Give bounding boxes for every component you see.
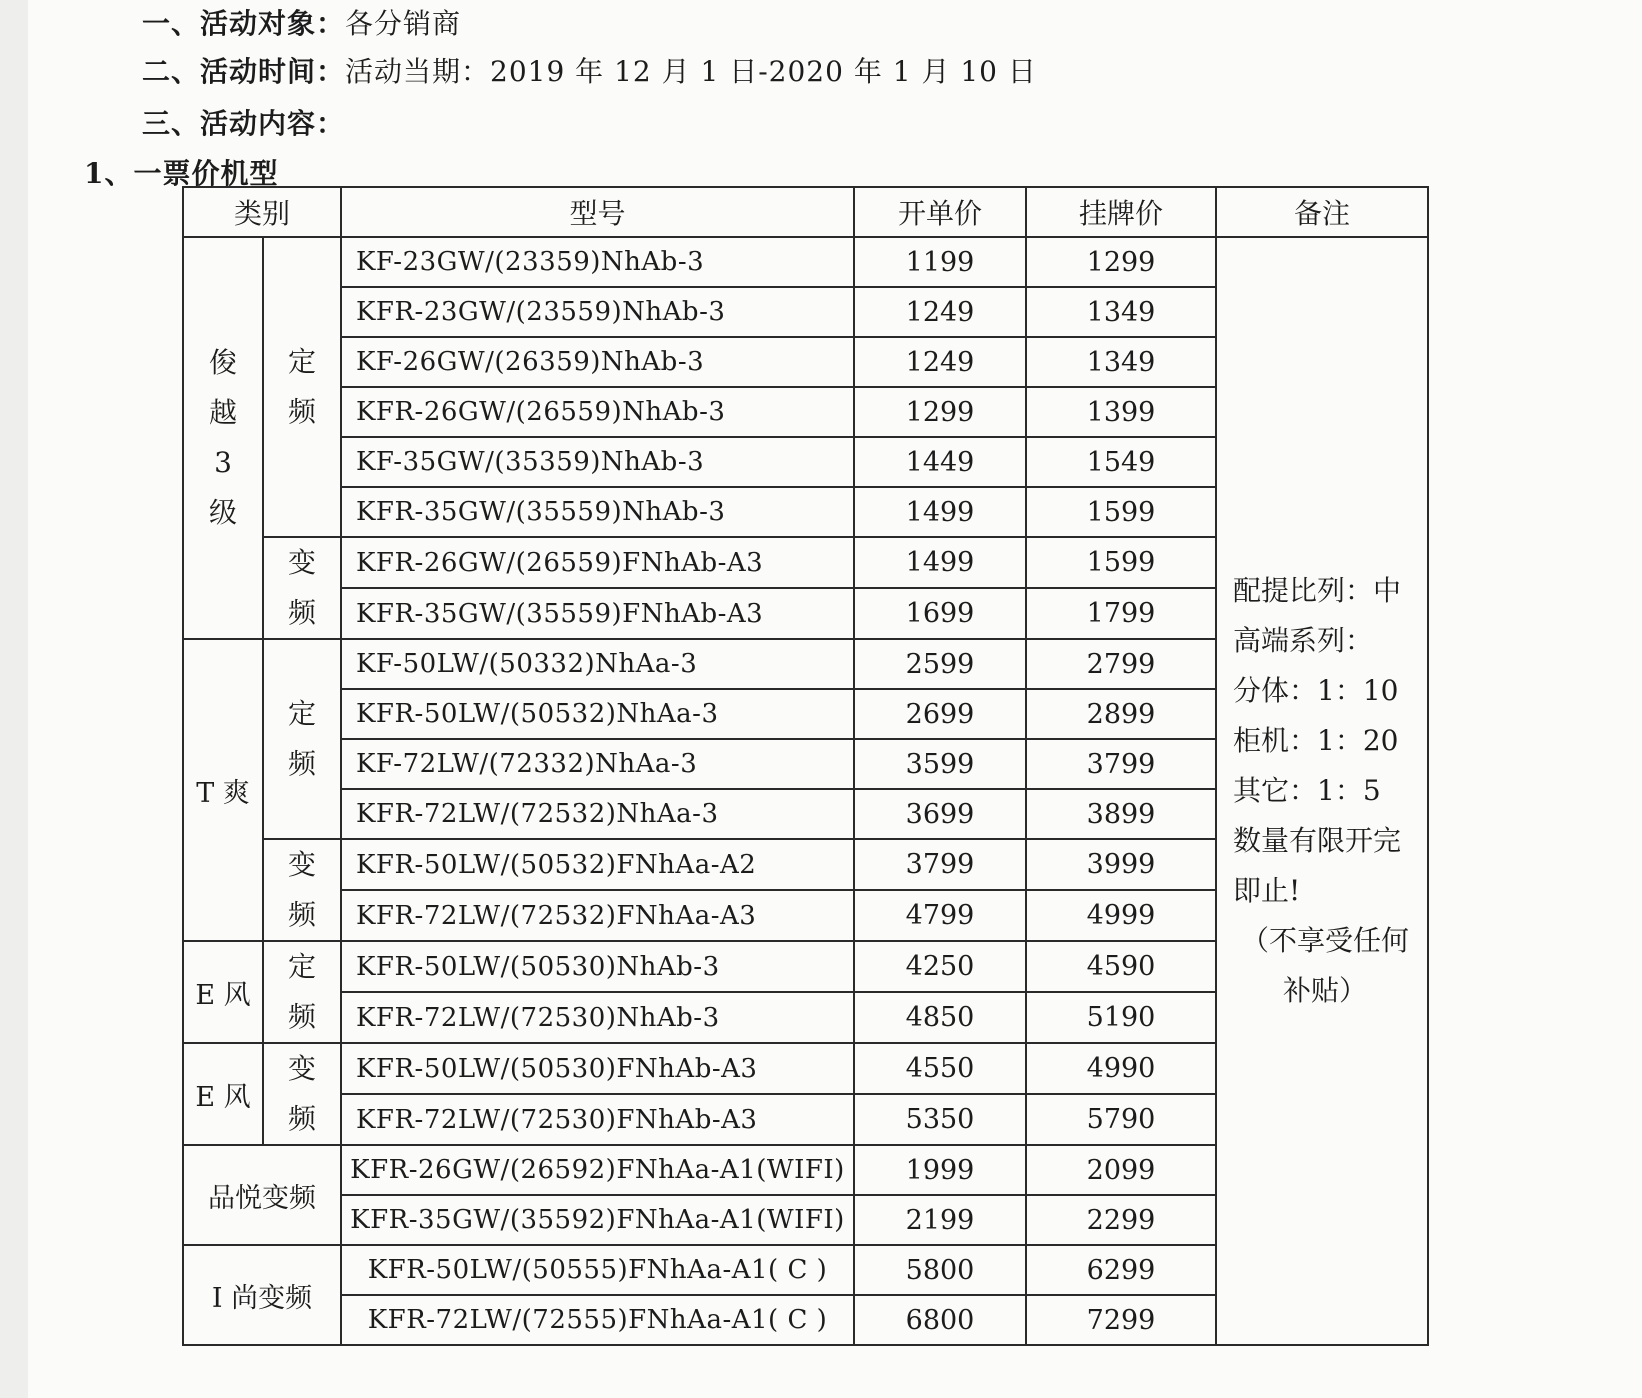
model-cell: KF-35GW/(35359)NhAb-3: [341, 437, 854, 487]
model-cell: KFR-35GW/(35559)FNhAb-A3: [341, 588, 854, 639]
group-efeng-inverter: E 风: [183, 1043, 263, 1145]
list-price-cell: 7299: [1026, 1295, 1216, 1345]
table-header-row: [183, 187, 1428, 237]
type-fixed: [263, 639, 341, 839]
activity-time-value: 活动当期：2019 年 12 月 1 日-2020 年 1 月 10 日: [345, 55, 1037, 88]
order-price-cell: 1199: [854, 237, 1026, 287]
type-char: 定: [287, 345, 316, 378]
order-price-cell: 1999: [854, 1145, 1026, 1195]
model-cell: KFR-72LW/(72532)NhAa-3: [341, 789, 854, 839]
model-cell: KFR-72LW/(72530)NhAb-3: [341, 992, 854, 1043]
table-row: [183, 237, 1428, 287]
type-char: 变: [287, 1052, 316, 1085]
order-price-cell: 1249: [854, 337, 1026, 387]
type-char: 定: [287, 697, 316, 730]
order-price-cell: 1699: [854, 588, 1026, 639]
type-char: 变: [287, 848, 316, 881]
model-cell: KFR-26GW/(26592)FNhAa-A1(WIFI): [341, 1145, 854, 1195]
group-junyue: [183, 237, 263, 639]
remark-line: 补贴）: [1282, 974, 1367, 1007]
model-cell: KFR-50LW/(50530)NhAb-3: [341, 941, 854, 992]
list-price-cell: 1299: [1026, 237, 1216, 287]
list-price-cell: 1349: [1026, 287, 1216, 337]
list-price-cell: 2799: [1026, 639, 1216, 689]
model-cell: KFR-72LW/(72530)FNhAb-A3: [341, 1094, 854, 1145]
model-cell: KFR-50LW/(50532)FNhAa-A2: [341, 839, 854, 890]
list-price-cell: 1599: [1026, 537, 1216, 588]
order-price-cell: 1449: [854, 437, 1026, 487]
model-cell: KFR-23GW/(23559)NhAb-3: [341, 287, 854, 337]
order-price-cell: 4250: [854, 941, 1026, 992]
header-remark: 备注: [1216, 187, 1428, 237]
group-efeng-fixed: E 风: [183, 941, 263, 1043]
list-price-cell: 4990: [1026, 1043, 1216, 1094]
model-cell: KF-50LW/(50332)NhAa-3: [341, 639, 854, 689]
list-price-cell: 1799: [1026, 588, 1216, 639]
type-inverter: [263, 1043, 341, 1145]
list-price-cell: 4999: [1026, 890, 1216, 941]
model-cell: KFR-50LW/(50532)NhAa-3: [341, 689, 854, 739]
list-price-cell: 1399: [1026, 387, 1216, 437]
model-cell: KFR-26GW/(26559)FNhAb-A3: [341, 537, 854, 588]
section-title: 1、一票价机型: [84, 157, 279, 190]
model-cell: KF-72LW/(72332)NhAa-3: [341, 739, 854, 789]
remark-line: 高端系列：: [1233, 624, 1374, 657]
order-price-cell: 4550: [854, 1043, 1026, 1094]
activity-target-line: [142, 2, 461, 42]
model-cell: KFR-72LW/(72532)FNhAa-A3: [341, 890, 854, 941]
type-char: 频: [287, 1102, 316, 1135]
remark-line: 配提比列：中: [1233, 574, 1402, 607]
group-ishang: I 尚变频: [183, 1245, 341, 1345]
order-price-cell: 5350: [854, 1094, 1026, 1145]
model-cell: KFR-50LW/(50555)FNhAa-A1( C ): [341, 1245, 854, 1295]
order-price-cell: 5800: [854, 1245, 1026, 1295]
order-price-cell: 4850: [854, 992, 1026, 1043]
list-price-cell: 3999: [1026, 839, 1216, 890]
remark-line: 即止!: [1233, 874, 1301, 907]
model-cell: KFR-72LW/(72555)FNhAa-A1( C ): [341, 1295, 854, 1345]
model-cell: KFR-50LW/(50530)FNhAb-A3: [341, 1043, 854, 1094]
model-cell: KFR-35GW/(35559)NhAb-3: [341, 487, 854, 537]
model-cell: KFR-35GW/(35592)FNhAa-A1(WIFI): [341, 1195, 854, 1245]
type-char: 变: [287, 546, 316, 579]
type-inverter: [263, 537, 341, 639]
remark-line: 数量有限开完: [1233, 824, 1402, 857]
order-price-cell: 1499: [854, 487, 1026, 537]
group-junyue-char: 越: [208, 396, 237, 429]
list-price-cell: 3799: [1026, 739, 1216, 789]
type-char: 定: [287, 950, 316, 983]
order-price-cell: 3599: [854, 739, 1026, 789]
remark-line: 柜机：1：20: [1233, 724, 1399, 757]
list-price-cell: 1549: [1026, 437, 1216, 487]
type-fixed: [263, 941, 341, 1043]
list-price-cell: 1599: [1026, 487, 1216, 537]
remark-cell: [1216, 237, 1428, 1345]
model-cell: KFR-26GW/(26559)NhAb-3: [341, 387, 854, 437]
type-inverter: [263, 839, 341, 941]
list-price-cell: 2099: [1026, 1145, 1216, 1195]
activity-content-label: 三、活动内容：: [142, 107, 346, 140]
activity-time-line: [142, 50, 1037, 90]
order-price-cell: 1249: [854, 287, 1026, 337]
remark-line: （不享受任何: [1240, 924, 1409, 957]
group-junyue-char: 3: [214, 446, 232, 479]
activity-target-label: 一、活动对象：: [142, 7, 346, 40]
list-price-cell: 5190: [1026, 992, 1216, 1043]
model-cell: KF-26GW/(26359)NhAb-3: [341, 337, 854, 387]
price-table: [182, 186, 1429, 1346]
header-category: 类别: [183, 187, 341, 237]
model-cell: KF-23GW/(23359)NhAb-3: [341, 237, 854, 287]
list-price-cell: 2899: [1026, 689, 1216, 739]
type-char: 频: [287, 898, 316, 931]
list-price-cell: 3899: [1026, 789, 1216, 839]
remark-line: 分体：1：10: [1233, 674, 1399, 707]
order-price-cell: 1299: [854, 387, 1026, 437]
group-junyue-char: 级: [208, 496, 237, 529]
remark-line: 其它：1：5: [1233, 774, 1381, 807]
header-list-price: 挂牌价: [1026, 187, 1216, 237]
list-price-cell: 4590: [1026, 941, 1216, 992]
list-price-cell: 5790: [1026, 1094, 1216, 1145]
type-char: 频: [287, 1000, 316, 1033]
order-price-cell: 2599: [854, 639, 1026, 689]
group-junyue-char: 俊: [208, 346, 237, 379]
list-price-cell: 1349: [1026, 337, 1216, 387]
group-pinyue: 品悦变频: [183, 1145, 341, 1245]
header-model: 型号: [341, 187, 854, 237]
order-price-cell: 1499: [854, 537, 1026, 588]
list-price-cell: 6299: [1026, 1245, 1216, 1295]
type-char: 频: [287, 395, 316, 428]
type-char: 频: [287, 596, 316, 629]
order-price-cell: 2699: [854, 689, 1026, 739]
order-price-cell: 4799: [854, 890, 1026, 941]
order-price-cell: 2199: [854, 1195, 1026, 1245]
type-char: 频: [287, 747, 316, 780]
header-order-price: 开单价: [854, 187, 1026, 237]
group-tshuang: T 爽: [183, 639, 263, 941]
activity-time-label: 二、活动时间：: [142, 55, 346, 88]
page-edge: [0, 0, 29, 1398]
type-fixed: [263, 237, 341, 537]
order-price-cell: 6800: [854, 1295, 1026, 1345]
list-price-cell: 2299: [1026, 1195, 1216, 1245]
activity-target-value: 各分销商: [345, 7, 462, 40]
order-price-cell: 3699: [854, 789, 1026, 839]
activity-content-line: [142, 102, 345, 142]
order-price-cell: 3799: [854, 839, 1026, 890]
